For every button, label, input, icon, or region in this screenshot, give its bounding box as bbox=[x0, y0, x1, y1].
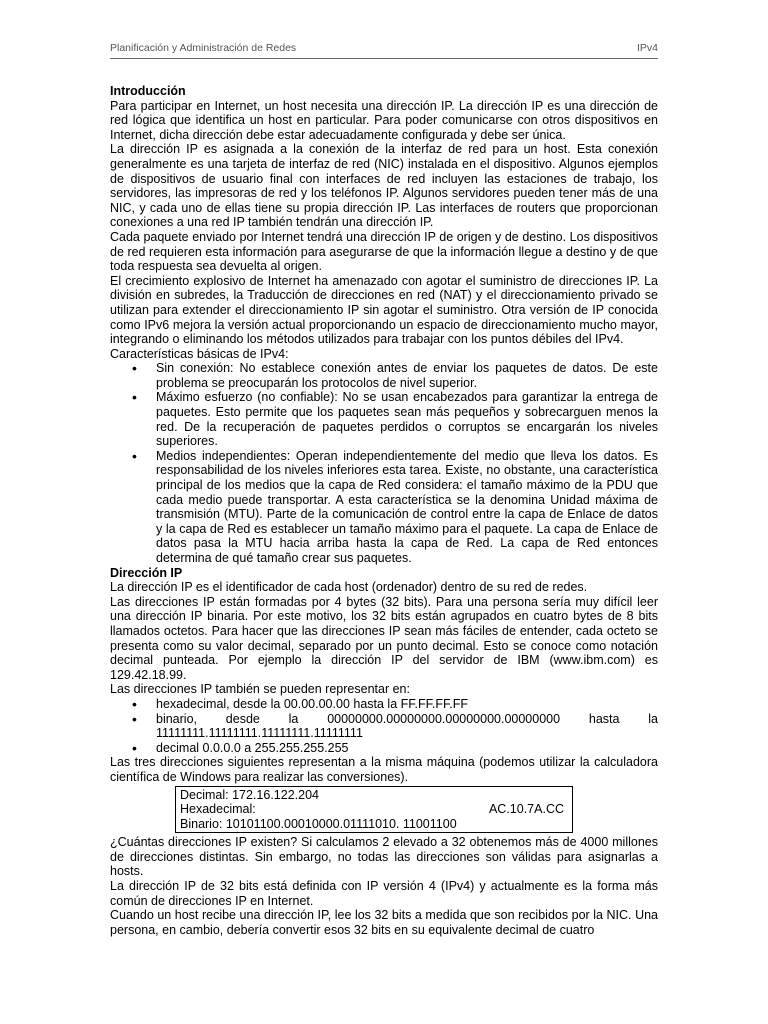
paragraph: La dirección IP es asignada a la conexión de la interfaz de red para un host. Esta conexión generalmente es una tarjeta de interfaz de red (NIC) instalada en el dispositivo. Algunos ejemplos de dispositivos de usuario final con interfaces de red incluyen las estaciones de trabajo, los servidores, las impresoras de red y los teléfonos IP. Algunos servidores pueden tener más de una NIC, y cada uno de ellas tiene su propia dirección IP. Las interfaces de routers que proporcionan conexiones a una red IP también tendrán una dirección IP. bbox=[110, 142, 658, 230]
paragraph: Cuando un host recibe una dirección IP, lee los 32 bits a medida que son recibidos por la NIC. Una persona, en cambio, debería convertir esos 32 bits en su equivalente decimal de cuatro bbox=[110, 908, 658, 937]
paragraph: Las direcciones IP también se pueden representar en: bbox=[110, 682, 410, 697]
ipv4-features-list bbox=[110, 361, 658, 565]
word: 00000000.00000000.00000000.00000000 bbox=[327, 711, 561, 726]
header-divider bbox=[110, 58, 658, 59]
word: desde bbox=[225, 711, 260, 726]
list-item bbox=[110, 712, 658, 741]
document-body bbox=[110, 84, 658, 937]
binary-line: Binario: 10101100.00010000.01111010. 11001100 bbox=[180, 816, 457, 831]
word: la bbox=[648, 711, 658, 726]
list-item: • Máximo esfuerzo (no confiable): No se usan encabezados para garantizar la entrega de paquetes. Esto permite que los paquetes sean más pequeños y sobrecarguen menos la red. De la recuperación de paquetes perdidos o corruptos se encargarán los niveles superiores. bbox=[110, 390, 658, 448]
paragraph: Las tres direcciones siguientes representan a la misma máquina (podemos utilizar la calculadora científica de Windows para realizar las conversiones). bbox=[110, 755, 658, 784]
paragraph: ¿Cuántas direcciones IP existen? Si calculamos 2 elevado a 32 obtenemos más de 4000 millones de direcciones distintas. Sin embargo, no todas las direcciones son válidas para asignarlas a hosts. bbox=[110, 835, 658, 879]
paragraph: Características básicas de IPv4: bbox=[110, 346, 289, 361]
paragraph: La dirección IP es el identificador de cada host (ordenador) dentro de su red de redes. bbox=[110, 580, 588, 595]
section-heading-introduccion: Introducción bbox=[110, 84, 186, 98]
binary-range-line bbox=[156, 712, 658, 727]
decimal-line: Decimal: 172.16.122.204 bbox=[180, 787, 319, 802]
paragraph: La dirección IP de 32 bits está definida con IP versión 4 (IPv4) y actualmente es la forma más común de direcciones IP en Internet. bbox=[110, 879, 658, 908]
header-topic: IPv4 bbox=[636, 42, 658, 54]
paragraph: Para participar en Internet, un host necesita una dirección IP. La dirección IP es una dirección de red lógica que identifica un host en particular. Para poder comunicarse con otros dispositivos en Internet, dicha dirección debe estar adecuadamente configurada y debe ser única. bbox=[110, 98, 658, 142]
paragraph: Cada paquete enviado por Internet tendrá una dirección IP de origen y de destino. Los dispositivos de red requieren esta información para asegurarse de que la información llegue a destino y de que toda respuesta sea devuelta al origen. bbox=[110, 229, 658, 274]
paragraph: Las direcciones IP están formadas por 4 bytes (32 bits). Para una persona sería muy difícil leer una dirección IP binaria. Por este motivo, los 32 bits están agrupados en cuatro bytes de 8 bits llamados octetos. Para hacer que las direcciones IP sean más fáciles de entender, cada octeto se presenta como su valor decimal, separado por un punto decimal. Esto se conoce como notación decimal punteada. Por ejemplo la dirección IP del servidor de IBM (www.ibm.com) es 129.42.18.99. bbox=[110, 594, 658, 682]
address-example-box bbox=[175, 786, 573, 834]
binary-range-end: 11111111.11111111.11111111.11111111 bbox=[156, 726, 363, 741]
word: la bbox=[288, 711, 299, 726]
list-item: • Medios independientes: Operan independientemente del medio que lleva los datos. Es responsabilidad de los niveles inferiores esta tarea. Existe, no obstante, una característica principal de los medios que la capa de Red considera: el tamaño máximo de la PDU que cada medio puede transportar. A esta característica se la denomina Unidad máxima de transmisión (MTU). Parte de la comunicación de control entre la capa de Enlace de datos y la capa de Red es establecer un tamaño máximo para el paquete. La capa de Enlace de datos pasa la MTU hacia arriba hasta la capa de Red. La capa de Red entonces determina de qué tamaño crear sus paquetes. bbox=[110, 449, 658, 566]
paragraph: El crecimiento explosivo de Internet ha amenazado con agotar el suministro de direcciones IP. La división en subredes, la Traducción de direcciones en red (NAT) y el direccionamiento privado se utilizan para extender el direccionamiento IP sin agotar el suministro. Otra versión de IP conocida como IPv6 mejora la versión actual proporcionando un espacio de direccionamiento mucho mayor, integrando o eliminando los métodos utilizados para trabajar con los puntos débiles del IPv4. bbox=[110, 273, 658, 347]
list-item: • Sin conexión: No establece conexión antes de enviar los paquetes de datos. De este problema se preocuparán los protocolos de nivel superior. bbox=[110, 361, 658, 390]
list-item: • hexadecimal, desde la 00.00.00.00 hasta la FF.FF.FF.FF bbox=[110, 697, 658, 712]
hex-value: AC.10.7A.CC bbox=[488, 802, 564, 817]
section-heading-direccion-ip: Dirección IP bbox=[110, 565, 183, 580]
word: • binario, bbox=[156, 711, 197, 726]
representations-list bbox=[110, 697, 658, 755]
hex-label: Hexadecimal: bbox=[180, 802, 256, 817]
word: hasta bbox=[588, 711, 620, 726]
header-course-title: Planificación y Administración de Redes bbox=[110, 42, 297, 54]
list-item: • decimal 0.0.0.0 a 255.255.255.255 bbox=[110, 741, 658, 756]
hex-line bbox=[180, 802, 568, 817]
page-header bbox=[110, 40, 658, 58]
